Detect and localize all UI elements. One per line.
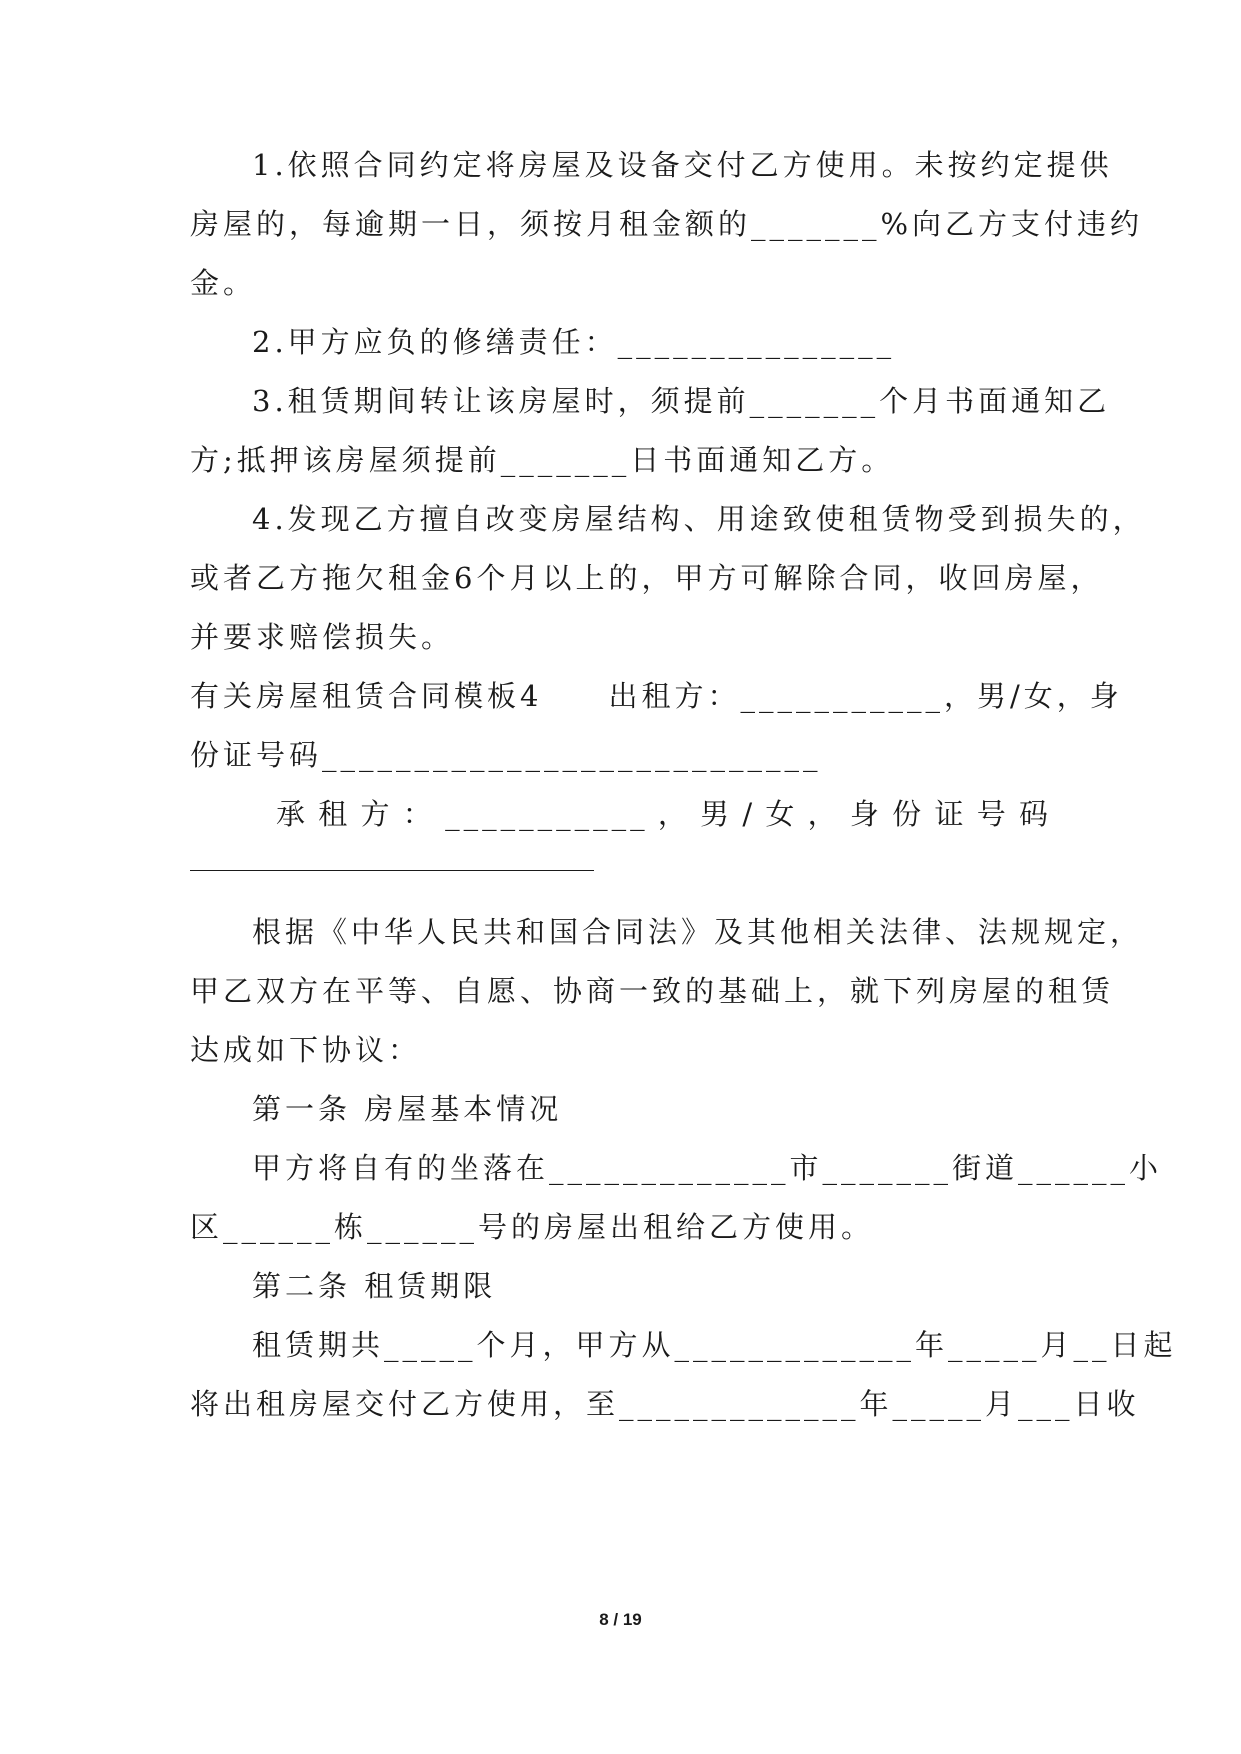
paragraph-line: 区______栋______号的房屋出租给乙方使用。 bbox=[190, 1210, 875, 1244]
lessee-char: 码 bbox=[1018, 797, 1052, 831]
id-number-blank-line bbox=[190, 870, 594, 871]
paragraph-line: 1.依照合同约定将房屋及设备交付乙方使用。未按约定提供 bbox=[252, 148, 1113, 182]
paragraph-line: 根据《中华人民共和国合同法》及其他相关法律、法规规定， bbox=[252, 915, 1144, 949]
article-heading: 第二条 租赁期限 bbox=[252, 1269, 497, 1303]
paragraph-line: 或者乙方拖欠租金6个月以上的，甲方可解除合同，收回房屋， bbox=[190, 561, 1104, 595]
paragraph-line: 3.租赁期间转让该房屋时，须提前_______个月书面通知乙 bbox=[252, 384, 1111, 418]
paragraph-line: 甲方将自有的坐落在_____________市_______街道______小 bbox=[252, 1151, 1163, 1185]
paragraph-line: 并要求赔偿损失。 bbox=[190, 620, 455, 654]
lessee-char: 男 bbox=[700, 797, 734, 831]
lessee-char: 方 bbox=[360, 797, 394, 831]
lessee-char: 身 bbox=[849, 797, 883, 831]
paragraph-line: 达成如下协议： bbox=[190, 1033, 422, 1067]
lessee-char: 女 bbox=[765, 797, 799, 831]
lessee-char: 租 bbox=[318, 797, 352, 831]
paragraph-line: 份证号码___________________________ bbox=[190, 738, 822, 772]
paragraph-line: 4.发现乙方擅自改变房屋结构、用途致使租赁物受到损失的， bbox=[252, 502, 1146, 536]
lessee-char: / bbox=[742, 797, 757, 831]
lessee-char: ， bbox=[807, 797, 841, 831]
lessee-char: 证 bbox=[934, 797, 968, 831]
section-title-line: 有关房屋租赁合同模板4 出租方：___________，男/女，身 bbox=[190, 679, 1123, 713]
page-number: 8 / 19 bbox=[599, 1610, 642, 1629]
article-heading: 第一条 房屋基本情况 bbox=[252, 1092, 563, 1126]
paragraph-line: 2.甲方应负的修缮责任：_______________ bbox=[252, 325, 896, 359]
lessee-line bbox=[276, 794, 1052, 834]
paragraph-line: 租赁期共_____个月，甲方从_____________年_____月__日起 bbox=[252, 1328, 1177, 1362]
paragraph-line: 方;抵押该房屋须提前_______日书面通知乙方。 bbox=[190, 443, 895, 477]
lessee-blank: ___________ bbox=[445, 797, 649, 831]
paragraph-line: 甲乙双方在平等、自愿、协商一致的基础上，就下列房屋的租赁 bbox=[190, 974, 1115, 1008]
lessee-char: ， bbox=[657, 797, 691, 831]
lessee-char: 承 bbox=[276, 797, 310, 831]
lessee-char: 号 bbox=[976, 797, 1010, 831]
lessee-char: ： bbox=[402, 797, 436, 831]
paragraph-line: 房屋的，每逾期一日，须按月租金额的_______%向乙方支付违约 bbox=[190, 207, 1144, 241]
paragraph-line: 将出租房屋交付乙方使用，至_____________年_____月___日收 bbox=[190, 1387, 1140, 1421]
paragraph-line: 金。 bbox=[190, 266, 257, 300]
lessee-char: 份 bbox=[892, 797, 926, 831]
